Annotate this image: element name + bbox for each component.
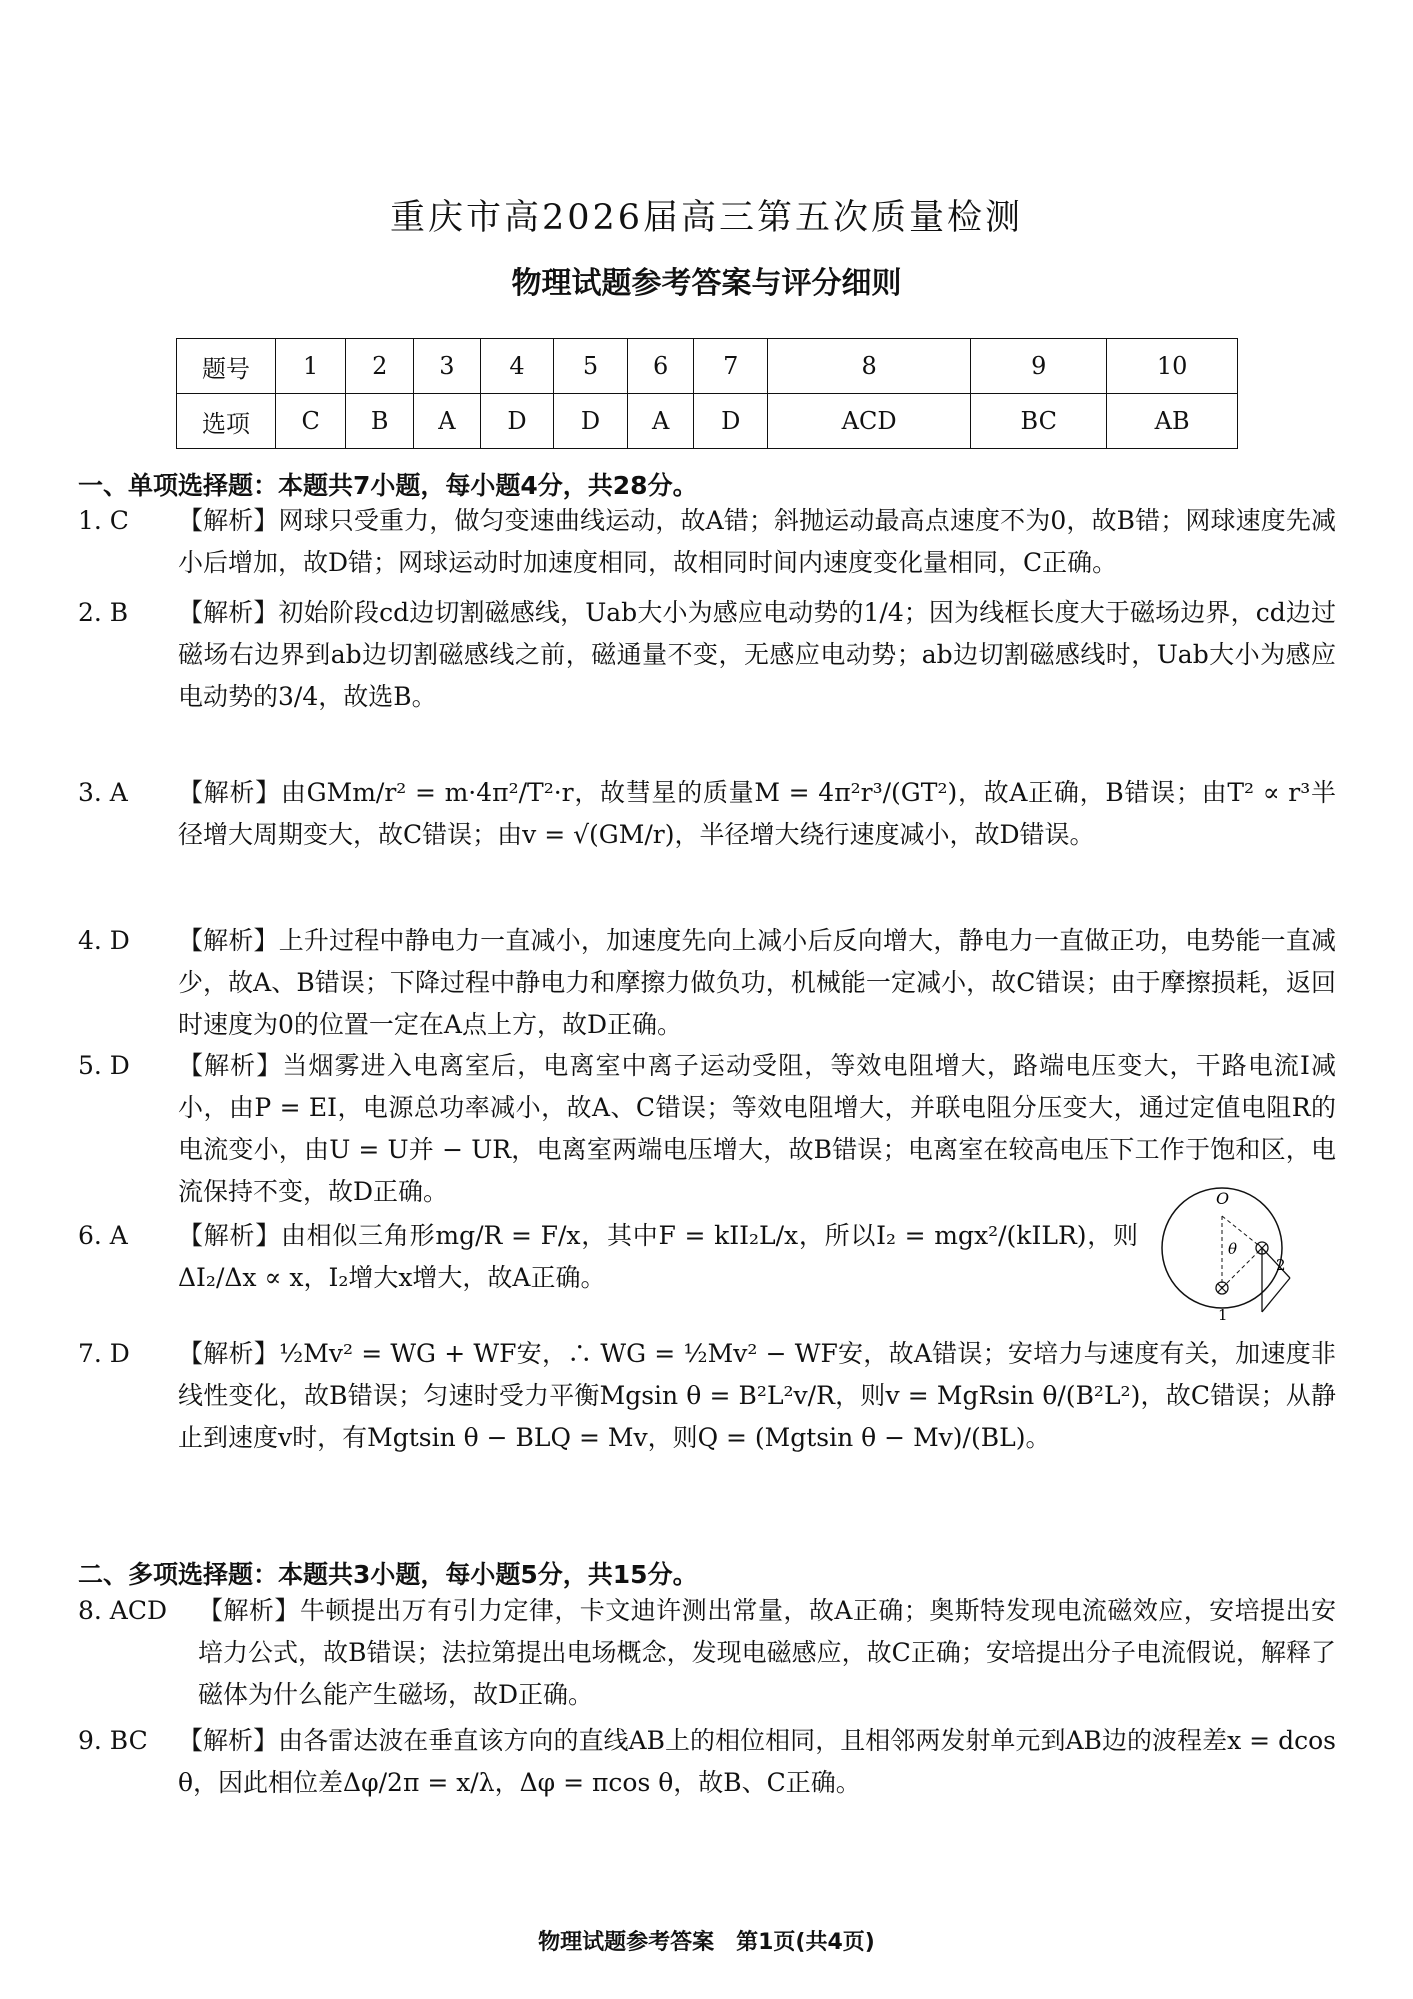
question-number: 7 — [694, 339, 768, 394]
row-label-number: 题号 — [177, 339, 276, 394]
answer-cell: A — [414, 394, 481, 449]
answer-cell: C — [276, 394, 346, 449]
label-theta: θ — [1228, 1240, 1238, 1258]
answer-cell: A — [627, 394, 694, 449]
item-explanation: 【解析】由各雷达波在垂直该方向的直线AB上的相位相同，且相邻两发射单元到AB边的波程差x = dcos θ，因此相位差Δφ/2π = x/λ，Δφ = πcos θ，故B、C正确。 — [178, 1726, 1336, 1797]
item-explanation: 【解析】½Mv² = WG + WF安，∴ WG = ½Mv² − WF安，故A错误；安培力与速度有关，加速度非线性变化，故B错误；匀速时受力平衡Mgsin θ = B²L²v/R，则v = MgRsin θ/(B²L²)，故C错误；从静止到速度v时，有Mgtsin θ − BLQ = Mv，则Q = (Mgtsin θ − Mv)/(BL)。 — [178, 1339, 1336, 1452]
item-explanation: 【解析】当烟雾进入电离室后，电离室中离子运动受阻，等效电阻增大，路端电压变大，干路电流I减小，由P = EI，电源总功率减小，故A、C错误；等效电阻增大，并联电阻分压变大，通过定值电阻R的电流变小，由U = U并 − UR，电离室两端电压增大，故B错误；电离室在较高电压下工作于饱和区，电流保持不变，故D正确。 — [178, 1051, 1336, 1206]
label-o: O — [1216, 1189, 1230, 1208]
answer-item — [78, 1045, 1336, 1213]
label-2: 2 — [1276, 1256, 1286, 1274]
item-explanation: 【解析】牛顿提出万有引力定律，卡文迪许测出常量，故A正确；奥斯特发现电流磁效应，安培提出安培力公式，故B错误；法拉第提出电场概念，发现电磁感应，故C正确；安培提出分子电流假说，解释了磁体为什么能产生磁场，故D正确。 — [198, 1596, 1336, 1709]
question-number: 10 — [1107, 339, 1238, 394]
item-number: 3. A — [78, 778, 128, 807]
answer-table-number-row — [177, 339, 1238, 394]
item-explanation: 【解析】初始阶段cd边切割磁感线，Uab大小为感应电动势的1/4；因为线框长度大于磁场边界，cd边过磁场右边界到ab边切割磁感线之前，磁通量不变，无感应电动势；ab边切割磁感线时，Uab大小为感应电动势的3/4，故选B。 — [178, 598, 1336, 711]
answer-cell: AB — [1107, 394, 1238, 449]
item-number: 6. A — [78, 1221, 128, 1250]
question-number: 1 — [276, 339, 346, 394]
section-heading-single-choice: 一、单项选择题：本题共7小题，每小题4分，共28分。 — [78, 471, 698, 500]
answer-item — [78, 772, 1336, 856]
answer-cell: BC — [971, 394, 1107, 449]
answer-item — [78, 920, 1336, 1046]
item-explanation: 【解析】上升过程中静电力一直减小，加速度先向上减小后反向增大，静电力一直做正功，电势能一直减少，故A、B错误；下降过程中静电力和摩擦力做负功，机械能一定减小，故C错误；由于摩擦损耗，返回时速度为0的位置一定在A点上方，故D正确。 — [178, 926, 1336, 1039]
answer-item — [78, 592, 1336, 718]
answer-table-answer-row — [177, 394, 1238, 449]
answer-cell: B — [346, 394, 414, 449]
answer-cell: D — [554, 394, 628, 449]
question-number: 9 — [971, 339, 1107, 394]
answer-item — [78, 1215, 1138, 1299]
item-explanation: 【解析】由GMm/r² = m·4π²/T²·r，故彗星的质量M = 4π²r³/(GT²)，故A正确，B错误；由T² ∝ r³半径增大周期变大，故C错误；由v = √(GM/r)，半径增大绕行速度减小，故D错误。 — [178, 778, 1336, 849]
item-number: 7. D — [78, 1339, 130, 1368]
answer-item — [78, 1590, 1336, 1716]
page-title: 重庆市高2026届高三第五次质量检测 — [389, 198, 1024, 238]
answer-cell: D — [694, 394, 768, 449]
answer-item — [78, 500, 1336, 584]
row-label-answer: 选项 — [177, 394, 276, 449]
section-heading-multiple-choice: 二、多项选择题：本题共3小题，每小题5分，共15分。 — [78, 1560, 698, 1589]
answer-cell: ACD — [768, 394, 971, 449]
question-number: 2 — [346, 339, 414, 394]
question-number: 8 — [768, 339, 971, 394]
question-number: 5 — [554, 339, 628, 394]
question-number: 3 — [414, 339, 481, 394]
page-subtitle: 物理试题参考答案与评分细则 — [511, 266, 902, 301]
answer-cell: D — [480, 394, 554, 449]
answer-item — [78, 1333, 1336, 1459]
circle-figure — [1152, 1180, 1292, 1350]
question-number: 4 — [480, 339, 554, 394]
item-explanation: 【解析】网球只受重力，做匀变速曲线运动，故A错；斜抛运动最高点速度不为0，故B错；网球速度先减小后增加，故D错；网球运动时加速度相同，故相同时间内速度变化量相同，C正确。 — [178, 506, 1336, 577]
label-1: 1 — [1218, 1306, 1228, 1324]
item-number: 2. B — [78, 598, 129, 627]
item-number: 8. ACD — [78, 1596, 168, 1625]
item-number: 1. C — [78, 506, 129, 535]
page-footer: 物理试题参考答案 第1页(共4页) — [538, 1930, 875, 1955]
item-number: 9. BC — [78, 1726, 148, 1755]
item-number: 5. D — [78, 1051, 130, 1080]
item-explanation: 【解析】由相似三角形mg/R = F/x，其中F = kII₂L/x，所以I₂ = mgx²/(kILR)，则ΔI₂/Δx ∝ x，I₂增大x增大，故A正确。 — [178, 1221, 1138, 1292]
answer-item — [78, 1720, 1336, 1804]
item-number: 4. D — [78, 926, 130, 955]
question-number: 6 — [627, 339, 694, 394]
answer-table — [176, 338, 1238, 449]
